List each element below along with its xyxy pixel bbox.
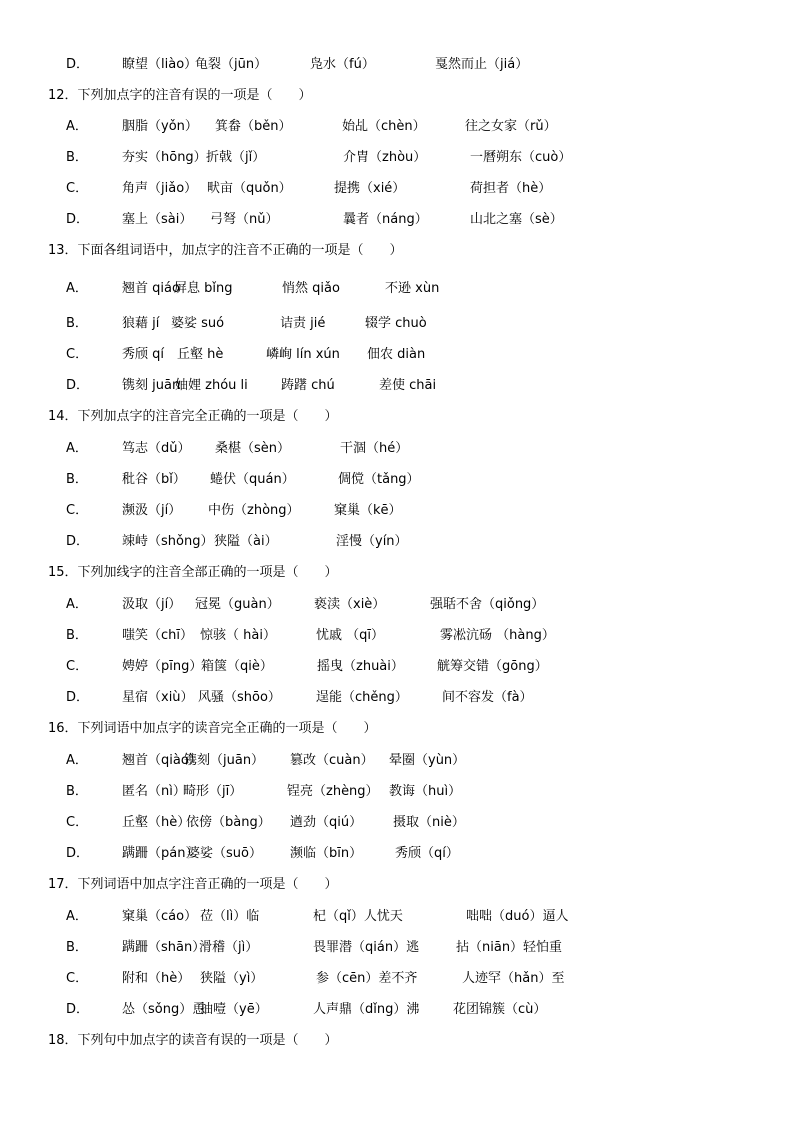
option-item: 妯娌 zhóu li bbox=[175, 378, 248, 393]
option-item: 附和（hè） bbox=[122, 971, 191, 986]
option-letter: B． bbox=[66, 940, 88, 955]
question-text: 12．下列加点字的注音有误的一项是（ ） bbox=[48, 88, 312, 103]
option-item: 窠巢（kē） bbox=[334, 503, 402, 518]
option-item: 忧戚 （qī） bbox=[316, 628, 384, 643]
option-letter: D． bbox=[66, 690, 90, 705]
option-item: 拈（niān）轻怕重 bbox=[456, 940, 563, 955]
option-item: 中伤（zhòng） bbox=[208, 503, 300, 518]
option-item: 提携（xié） bbox=[334, 181, 406, 196]
option-letter: B． bbox=[66, 784, 88, 799]
option-item: 曩者（náng） bbox=[343, 212, 428, 227]
option-item: 冠冕（guàn） bbox=[195, 597, 280, 612]
option-letter: D． bbox=[66, 846, 90, 861]
option-item: 角声（jiǎo） bbox=[122, 181, 198, 196]
option-item: 一曆朔东（cuò） bbox=[470, 150, 572, 165]
option-item: 咄咄（duó）逼人 bbox=[466, 909, 569, 924]
question-text: 17．下列词语中加点字注音正确的一项是（ ） bbox=[48, 877, 338, 892]
option-item: 箱箧（qiè） bbox=[201, 659, 273, 674]
option-item: 婆娑 suó bbox=[171, 316, 225, 331]
option-item: 参（cēn）差不齐 bbox=[316, 971, 418, 986]
question-stem bbox=[48, 719, 377, 739]
option-item: 人迹罕（hǎn）至 bbox=[462, 971, 565, 986]
option-item: 戛然而止（jiá） bbox=[435, 57, 529, 72]
option-item: 始乩（chèn） bbox=[342, 119, 426, 134]
option-item: 娉婷（pīng） bbox=[122, 659, 203, 674]
option-item: 悄然 qiǎo bbox=[282, 281, 340, 296]
option-letter: D． bbox=[66, 1002, 90, 1017]
option-item: 濒临（bīn） bbox=[290, 846, 363, 861]
option-item: 诘责 jié bbox=[280, 316, 326, 331]
option-letter: C． bbox=[66, 971, 89, 986]
option-item: 不逊 xùn bbox=[385, 281, 440, 296]
option-letter: A． bbox=[66, 119, 88, 134]
option-item: 滑稽（jì） bbox=[199, 940, 259, 955]
option-letter: D． bbox=[66, 212, 90, 227]
option-item: 弓弩（nǔ） bbox=[210, 212, 279, 227]
option-item: 辍学 chuò bbox=[365, 316, 427, 331]
option-item: 窠巢（cáo） bbox=[122, 909, 198, 924]
option-item: 丘壑 hè bbox=[177, 347, 224, 362]
option-letter: B． bbox=[66, 472, 88, 487]
option-item: 淫慢（yín） bbox=[336, 534, 408, 549]
option-item: 嶙峋 lín xún bbox=[266, 347, 340, 362]
option-item: 箕畚（běn） bbox=[215, 119, 292, 134]
option-item: 星宿（xiù） bbox=[122, 690, 194, 705]
option-item: 塞上（sài） bbox=[122, 212, 193, 227]
option-letter: A． bbox=[66, 441, 88, 456]
option-item: 蹒跚（pán） bbox=[122, 846, 199, 861]
option-letter: B． bbox=[66, 150, 88, 165]
option-item: 秀颀（qí） bbox=[395, 846, 459, 861]
option-item: 狭隘（ài） bbox=[214, 534, 278, 549]
option-item: 雾凇沆砀 （hàng） bbox=[440, 628, 555, 643]
option-item: 介胄（zhòu） bbox=[343, 150, 427, 165]
option-item: 狼藉 jí bbox=[122, 316, 160, 331]
option-letter: C． bbox=[66, 815, 89, 830]
option-item: 佃农 diàn bbox=[367, 347, 426, 362]
option-item: 遒劲（qiú） bbox=[290, 815, 363, 830]
option-item: 逞能（chěng） bbox=[316, 690, 408, 705]
question-text: 13．下面各组词语中，加点字的注音不正确的一项是（ ） bbox=[48, 243, 403, 258]
option-item: 倜傥（tǎng） bbox=[338, 472, 420, 487]
option-item: 龟裂（jūn） bbox=[195, 57, 268, 72]
option-item: 夯实（hōng） bbox=[122, 150, 207, 165]
option-item: 差使 chāi bbox=[379, 378, 437, 393]
option-item: 镌刻 juān bbox=[122, 378, 181, 393]
option-item: 凫水（fú） bbox=[310, 57, 375, 72]
option-item: 山北之塞（sè） bbox=[470, 212, 563, 227]
option-letter: A． bbox=[66, 753, 88, 768]
option-item: 亵渎（xiè） bbox=[314, 597, 386, 612]
option-letter: B． bbox=[66, 628, 88, 643]
option-item: 匿名（nì） bbox=[122, 784, 186, 799]
option-item: 踌躇 chú bbox=[281, 378, 335, 393]
option-item: 摄取（niè） bbox=[393, 815, 465, 830]
option-item: 蜷伏（quán） bbox=[210, 472, 295, 487]
question-stem bbox=[48, 241, 403, 261]
option-letter: C． bbox=[66, 659, 89, 674]
question-text: 14．下列加点字的注音完全正确的一项是（ ） bbox=[48, 409, 338, 424]
option-item: 竦峙（shǒng） bbox=[122, 534, 214, 549]
option-item: 嗤笑（chī） bbox=[122, 628, 193, 643]
option-item: 丘壑（hè） bbox=[122, 815, 191, 830]
option-item: 依傍（bàng） bbox=[186, 815, 271, 830]
option-letter: C． bbox=[66, 181, 89, 196]
option-item: 濒汲（jí） bbox=[122, 503, 182, 518]
question-text: 15．下列加线字的注音全部正确的一项是（ ） bbox=[48, 565, 338, 580]
option-item: 荷担者（hè） bbox=[470, 181, 552, 196]
question-stem bbox=[48, 563, 338, 583]
option-item: 胭脂（yǒn） bbox=[122, 119, 198, 134]
option-letter: C． bbox=[66, 503, 89, 518]
question-text: 18．下列句中加点字的读音有误的一项是（ ） bbox=[48, 1033, 338, 1048]
option-item: 瞭望（liào） bbox=[122, 57, 198, 72]
option-letter: D． bbox=[66, 378, 90, 393]
option-item: 晕圈（yùn） bbox=[389, 753, 466, 768]
option-item: 人声鼎（dǐng）沸 bbox=[313, 1002, 420, 1017]
option-item: 强聒不舍（qiǒng） bbox=[430, 597, 545, 612]
option-item: 锃亮（zhèng） bbox=[287, 784, 379, 799]
option-item: 风骚（shōo） bbox=[198, 690, 281, 705]
question-stem bbox=[48, 407, 338, 427]
option-item: 镌刻（juān） bbox=[184, 753, 265, 768]
option-item: 翘首 qiáo bbox=[122, 281, 180, 296]
question-text: 16．下列词语中加点字的读音完全正确的一项是（ ） bbox=[48, 721, 377, 736]
option-item: 惊骇（ hài） bbox=[200, 628, 276, 643]
option-letter: A． bbox=[66, 597, 88, 612]
option-item: 畎亩（quǒn） bbox=[207, 181, 292, 196]
option-letter: D． bbox=[66, 57, 90, 72]
option-item: 蹒跚（shān） bbox=[122, 940, 206, 955]
option-letter: D． bbox=[66, 534, 90, 549]
question-stem bbox=[48, 86, 312, 106]
option-item: 间不容发（fà） bbox=[442, 690, 533, 705]
option-letter: C． bbox=[66, 347, 89, 362]
option-item: 狭隘（yì） bbox=[200, 971, 264, 986]
option-item: 汲取（jí） bbox=[122, 597, 182, 612]
option-item: 干涸（hé） bbox=[340, 441, 409, 456]
option-item: 笃志（dǔ） bbox=[122, 441, 191, 456]
option-item: 秀颀 qí bbox=[122, 347, 164, 362]
option-item: 翘首（qiào） bbox=[122, 753, 202, 768]
option-item: 秕谷（bǐ） bbox=[122, 472, 186, 487]
option-item: 篡改（cuàn） bbox=[290, 753, 374, 768]
option-item: 教诲（huì） bbox=[389, 784, 462, 799]
option-item: 莅（lì）临 bbox=[200, 909, 260, 924]
option-letter: A． bbox=[66, 281, 88, 296]
option-item: 折戟（jǐ） bbox=[206, 150, 266, 165]
option-letter: B． bbox=[66, 316, 88, 331]
option-item: 桑椹（sèn） bbox=[215, 441, 291, 456]
option-item: 觥筹交错（gōng） bbox=[437, 659, 548, 674]
option-item: 畏罪潜（qián）逃 bbox=[313, 940, 420, 955]
option-item: 畸形（jī） bbox=[183, 784, 243, 799]
option-item: 怂（sǒng）恿 bbox=[122, 1002, 206, 1017]
option-item: 杞（qǐ）人忧天 bbox=[313, 909, 403, 924]
option-item: 往之女家（rǔ） bbox=[465, 119, 557, 134]
option-item: 抽噎（yē） bbox=[200, 1002, 268, 1017]
option-letter: A． bbox=[66, 909, 88, 924]
option-item: 花团锦簇（cù） bbox=[453, 1002, 547, 1017]
question-stem bbox=[48, 875, 338, 895]
question-stem bbox=[48, 1031, 338, 1051]
option-item: 屏息 bǐng bbox=[174, 281, 233, 296]
option-item: 摇曳（zhuài） bbox=[317, 659, 404, 674]
option-item: 婆娑（suō） bbox=[187, 846, 262, 861]
